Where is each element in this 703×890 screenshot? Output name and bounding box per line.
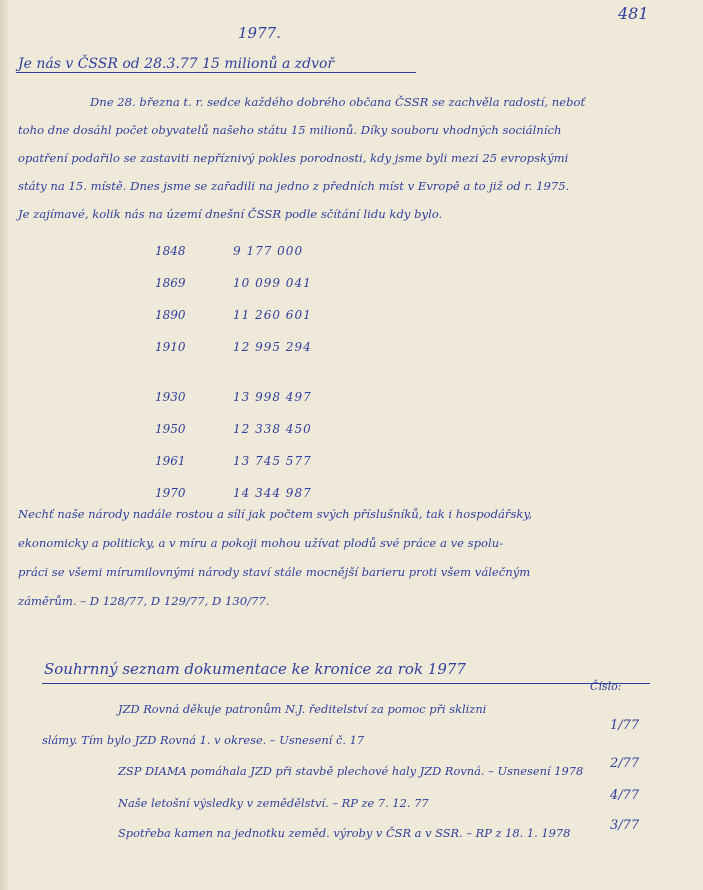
population-value: 12 995 294: [233, 340, 312, 354]
census-year: 1930: [155, 390, 186, 404]
year-heading: 1977.: [238, 24, 281, 42]
population-value: 10 099 041: [233, 276, 312, 290]
paragraph-line: práci se všemi mírumilovnými národy staví stále mocnější barieru proti všem válečným: [18, 565, 531, 579]
article-heading: Je nás v ČSSR od 28.3.77 15 milionů a zdvoř: [18, 56, 335, 72]
paragraph-line: Nechť naše národy nadále rostou a sílí jak počtem svých příslušníků, tak i hospodářsky,: [18, 507, 533, 521]
population-value: 11 260 601: [233, 308, 312, 322]
document-code: 4/77: [610, 788, 640, 803]
document-item-line: slámy. Tím bylo JZD Rovná 1. v okrese. – Usnesení č. 17: [42, 733, 365, 747]
heading-underline: [16, 72, 416, 73]
paragraph-line: státy na 15. místě. Dnes jsme se zařadili na jedno z předních míst v Evropě a to již od r. 1975.: [18, 179, 570, 193]
paragraph-line: Dne 28. března t. r. sedce každého dobrého občana ČSSR se zachvěla radostí, neboť: [90, 95, 586, 109]
paragraph-population: [18, 88, 585, 228]
paragraph-line: záměrům. – D 128/77, D 129/77, D 130/77.: [18, 594, 270, 608]
page-binding-edge: [0, 0, 10, 890]
paragraph-line: toho dne dosáhl počet obyvatelů našeho státu 15 milionů. Díky souboru vhodných sociálních: [18, 123, 562, 137]
population-value: 13 745 577: [233, 454, 312, 468]
paragraph-closing: [18, 500, 532, 616]
number-column-label: Číslo:: [590, 680, 622, 693]
paragraph-line: Je zajímavé, kolik nás na území dnešní ČSSR podle sčítání lidu kdy bylo.: [18, 207, 443, 221]
census-year: 1890: [155, 308, 186, 322]
document-item-line: JZD Rovná děkuje patronům N.J. ředitelství za pomoc při sklizni: [118, 702, 487, 716]
census-year: 1869: [155, 276, 186, 290]
page-number: 481: [618, 4, 649, 23]
documentation-section-title: Souhrnný seznam dokumentace ke kronice za rok 1977: [44, 660, 466, 678]
census-year: 1950: [155, 422, 186, 436]
census-year: 1961: [155, 454, 186, 468]
paragraph-line: opatření podařilo se zastaviti nepříznivý pokles porodnosti, kdy jsme byli mezi 25 evropskými: [18, 151, 569, 165]
section-underline: [42, 683, 650, 684]
document-item-line: Naše letošní výsledky v zemědělství. – RP ze 7. 12. 77: [118, 796, 429, 810]
paragraph-line: ekonomicky a politicky, a v míru a pokoji mohou užívat plodů své práce a ve spolu-: [18, 536, 504, 550]
document-item-line: ZSP DIAMA pomáhala JZD při stavbě plechové haly JZD Rovná. – Usnesení 1978: [118, 764, 584, 778]
document-code: 3/77: [610, 818, 640, 833]
population-value: 13 998 497: [233, 390, 312, 404]
census-year: 1910: [155, 340, 186, 354]
census-year: 1970: [155, 486, 186, 500]
document-item-line: Spotřeba kamen na jednotku zeměd. výroby v ČSR a v SSR. – RP z 18. 1. 1978: [118, 826, 571, 840]
population-value: 14 344 987: [233, 486, 312, 500]
document-code: 2/77: [610, 756, 640, 771]
census-year: 1848: [155, 244, 186, 258]
document-code: 1/77: [610, 718, 640, 733]
population-value: 12 338 450: [233, 422, 312, 436]
population-value: 9 177 000: [233, 244, 304, 258]
